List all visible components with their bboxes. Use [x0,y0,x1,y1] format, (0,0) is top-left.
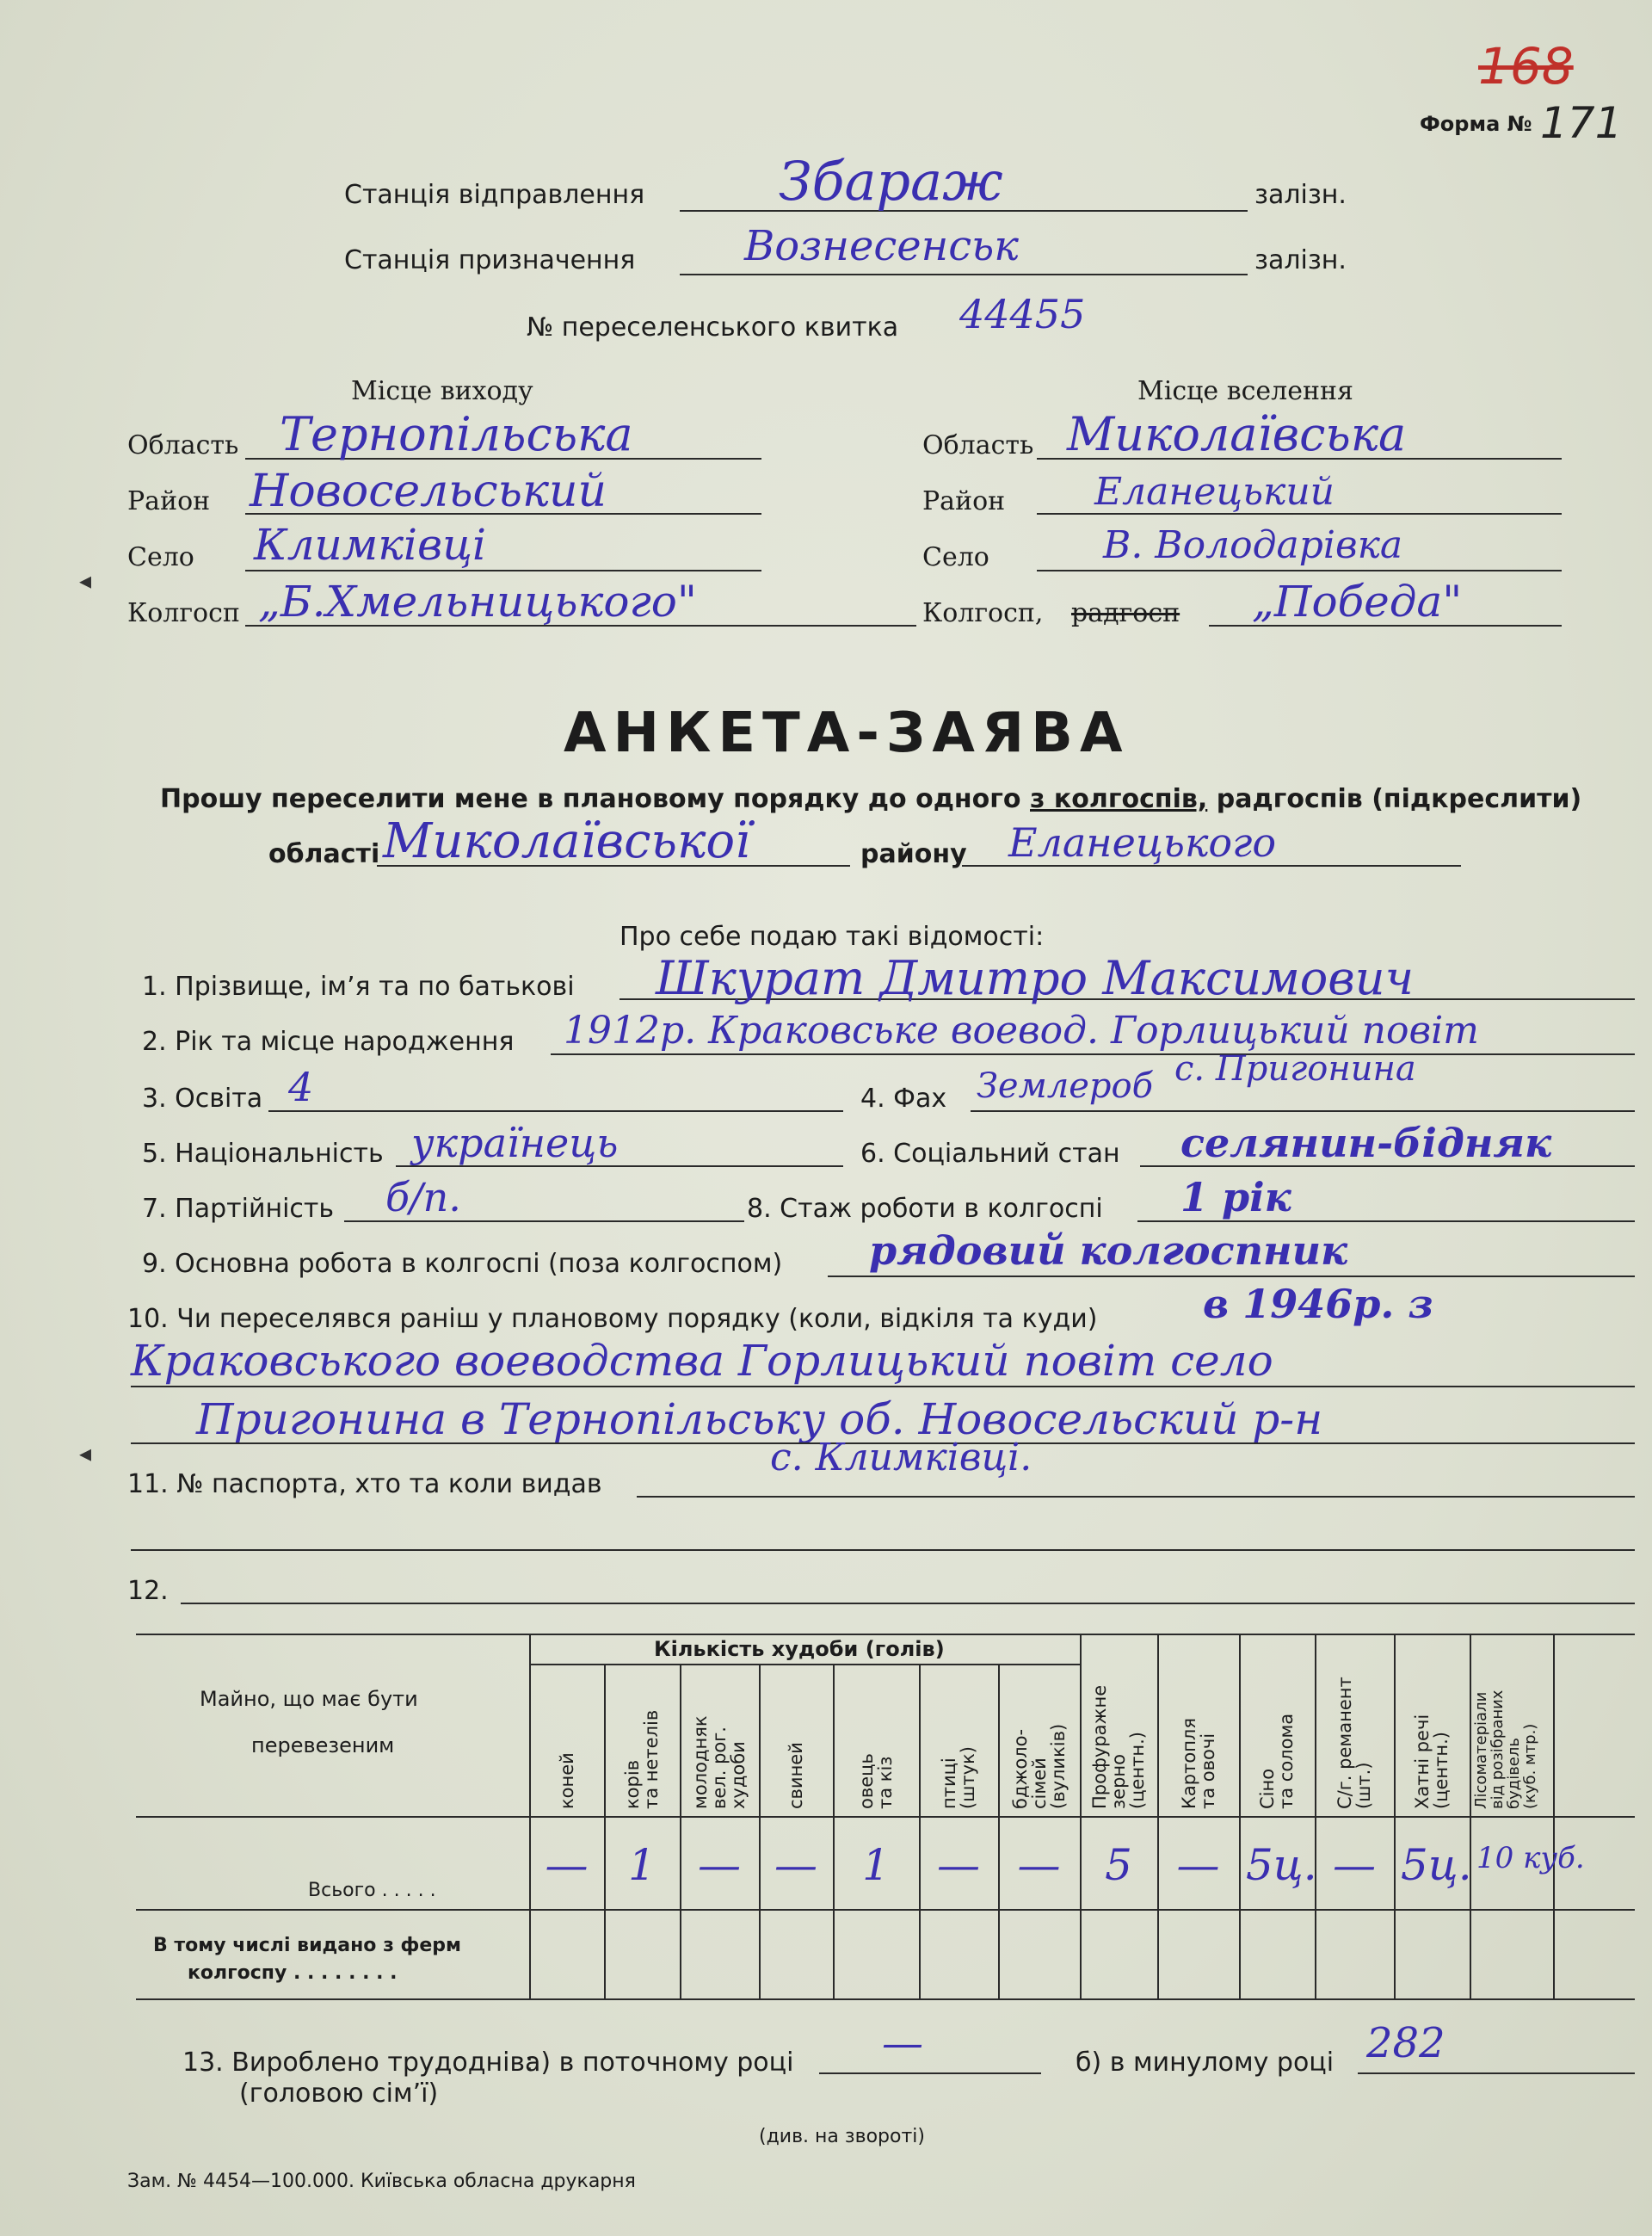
q10-line-2 [131,1386,1635,1387]
livestock-header-line [529,1664,1080,1665]
column-header: молодняк вел. рог. худоби [690,1715,749,1809]
origin-heading: Місце виходу [351,376,533,406]
q13-b-label: б) в минулому році [1076,2048,1335,2078]
total-cell-value: — [774,1840,817,1890]
total-cell-value: 1 [862,1840,890,1890]
dest-selo-value: В. Володарівка [1103,523,1403,567]
q10-label: 10. Чи переселявся раніш у плановому порядку (коли, відкіля та куди) [127,1304,1098,1334]
total-cell-value: — [698,1840,741,1890]
q4-value: Землероб [977,1066,1153,1106]
q2-value: 1912р. Краковське воевод. Горлицький повіт [564,1009,1479,1053]
origin-selo-line [245,570,761,571]
q13-a-value: — [882,2019,923,2067]
column-header: Профуражне зерно (центн.) [1089,1684,1149,1809]
q13-label: 13. Вироблено трудоднів: [182,2048,534,2078]
q5-value: українець [411,1120,619,1166]
q2-label: 2. Рік та місце народження [142,1027,515,1057]
departure-station-value: Збараж [779,150,1003,213]
total-cell-value: 5ц. [1401,1840,1472,1890]
origin-raion-label: Район [127,486,211,516]
q3-line [268,1110,843,1112]
hole-mark-icon: ◂ [79,1439,92,1467]
column-header: корів та нетелів [622,1709,663,1809]
q13-b-value: 282 [1366,2019,1446,2067]
table-top-line [136,1634,1635,1635]
col-divider [1080,1634,1082,1998]
archive-number-new: 171 [1540,98,1623,148]
q13-a-label: а) в поточному році [525,2048,794,2078]
column-header: бджоло- сімей (вуликів) [1009,1723,1069,1809]
total-cell-value: — [545,1840,589,1890]
dest-kolhosp-label: Колгосп, [922,598,1044,628]
q5-label: 5. Національність [142,1139,384,1169]
q1-value: Шкурат Дмитро Максимович [656,951,1415,1005]
column-header: коней [556,1752,577,1809]
total-cell-value: 5 [1105,1840,1132,1890]
total-cell-value: — [1333,1840,1376,1890]
dest-kolhosp-value: „Победа" [1252,577,1463,627]
request-text-kolhosp-underlined: з колгоспів, [1030,784,1208,814]
q8-line [1137,1220,1635,1222]
form-label: Форма № [1420,112,1532,136]
departure-station-label: Станція відправлення [344,180,645,210]
q13-a-line [819,2072,1041,2074]
q7-value: б/п. [385,1174,461,1220]
q6-value: селянин-бідняк [1180,1120,1552,1166]
ticket-value: 44455 [959,291,1086,337]
col-divider [1553,1634,1555,1998]
column-header: Картопля та овочі [1178,1718,1218,1809]
origin-selo-value: Климківці [254,520,487,570]
form-title: АНКЕТА-ЗАЯВА [564,701,1130,765]
dest-oblast-label: Область [922,430,1034,460]
col-divider [529,1634,531,1998]
ticket-label: № переселенського квитка [527,312,899,343]
column-header: Лісоматеріали від розібраних будівель (куб. мтр.) [1471,1689,1539,1809]
dest-selo-line [1037,570,1562,571]
q3-label: 3. Освіта [142,1084,263,1114]
total-cell-value: 5ц. [1246,1840,1317,1890]
col-divider [833,1664,835,1998]
origin-raion-value: Новосельський [250,466,607,517]
col-divider [998,1664,1000,1998]
destination-station-value: Вознесенськ [744,222,1019,270]
q2-line [551,1053,1635,1055]
q10-value-2: Краковського воеводства Горлицький повіт село [131,1336,1273,1386]
q9-label: 9. Основна робота в колгоспі (поза колгоспом) [142,1249,783,1279]
dest-radhosp-label: радгосп [1071,598,1180,628]
col-divider [604,1664,606,1998]
q4-line [971,1110,1635,1112]
destination-heading: Місце вселення [1137,376,1353,406]
origin-oblast-label: Область [127,430,239,460]
col-divider [1315,1634,1316,1998]
total-cell-value: 10 куб. [1476,1841,1585,1875]
q9-line [828,1276,1635,1277]
table-header-bottom-line [136,1816,1635,1818]
request-text-c: радгоспів (підкреслити) [1216,784,1582,814]
origin-kolhosp-label: Колгосп [127,598,240,628]
request-oblast-label: області [268,839,380,869]
row-header-line1: Майно, що має бути [200,1687,418,1711]
q12-label: 12. [127,1576,169,1606]
farm-row-label-2: колгоспу . . . . . . . . [188,1962,398,1984]
intro-text: Про себе подаю такі відомості: [620,922,1045,952]
destination-line [680,274,1248,275]
dest-selo-label: Село [922,542,989,572]
origin-selo-label: Село [127,542,194,572]
q10-value-1: в 1946р. з [1203,1281,1433,1327]
q7-label: 7. Партійність [142,1194,335,1224]
column-header: С/г. реманент (шт.) [1335,1677,1375,1809]
q11-line-2 [131,1549,1635,1551]
row-header-line2: перевезеним [251,1733,395,1757]
request-line-1 [160,784,1582,814]
q10-value-4: с. Климківці. [770,1436,1032,1479]
dest-raion-value: Еланецький [1094,470,1335,514]
total-row-label: Всього . . . . . [308,1880,436,1901]
q13-sub: (головою сім’ї) [239,2078,439,2109]
column-header: Хатні речі (центн.) [1412,1714,1452,1809]
railway-suffix-2: залізн. [1254,245,1347,275]
q7-line [344,1220,744,1222]
origin-kolhosp-value: „Б.Хмельницького" [258,577,697,627]
col-divider [1470,1634,1471,1998]
column-header: птиці (штук) [939,1746,979,1809]
q6-label: 6. Соціальний стан [860,1139,1120,1169]
column-header: овець та кіз [856,1753,897,1809]
printer-footer: Зам. № 4454—100.000. Київська обласна друкарня [127,2171,636,2192]
see-back-note: (див. на звороті) [759,2126,925,2147]
q9-value: рядовий колгоспник [869,1227,1348,1274]
request-text-a: Прошу переселити мене в плановому порядку до одного [160,784,1021,814]
total-cell-value: 1 [628,1840,656,1890]
railway-suffix-1: залізн. [1254,180,1347,210]
col-divider [1239,1634,1241,1998]
q2-value-2: с. Пригонина [1174,1049,1416,1089]
q11-line [637,1496,1635,1498]
q10-value-3: Пригонина в Тернопільську об. Новосельский р-н [196,1394,1323,1444]
col-divider [919,1664,921,1998]
column-header: Сіно та солома [1257,1713,1298,1809]
archive-number-old: 168 [1478,37,1574,96]
q4-label: 4. Фах [860,1084,947,1114]
col-divider [1157,1634,1159,1998]
col-divider [759,1664,761,1998]
request-raion-label: району [860,839,967,869]
destination-station-label: Станція призначення [344,245,636,275]
total-cell-value: — [937,1840,980,1890]
origin-oblast-value: Тернопільська [280,407,633,461]
q1-label: 1. Прізвище, ім’я та по батькові [142,972,575,1002]
table-bottom-line [136,1998,1635,2000]
hole-mark-icon: ◂ [79,566,92,595]
request-oblast-value: Миколаївської [383,813,751,869]
table-total-bottom-line [136,1909,1635,1911]
dest-oblast-value: Миколаївська [1067,407,1407,461]
dest-raion-label: Район [922,486,1006,516]
q12-line [181,1603,1635,1604]
q8-label: 8. Стаж роботи в колгоспі [747,1194,1103,1224]
q13-b-line [1358,2072,1635,2074]
farm-row-label-1: В тому числі видано з ферм [153,1935,461,1956]
total-cell-value: — [1017,1840,1061,1890]
q3-value: 4 [288,1064,314,1110]
total-cell-value: — [1176,1840,1220,1890]
livestock-header: Кількість худоби (голів) [654,1637,945,1661]
col-divider [1394,1634,1396,1998]
q11-label: 11. № паспорта, хто та коли видав [127,1469,602,1499]
q8-value: 1 рік [1180,1174,1291,1220]
request-raion-value: Еланецького [1008,819,1277,866]
col-divider [680,1664,681,1998]
column-header: свиней [786,1742,806,1809]
